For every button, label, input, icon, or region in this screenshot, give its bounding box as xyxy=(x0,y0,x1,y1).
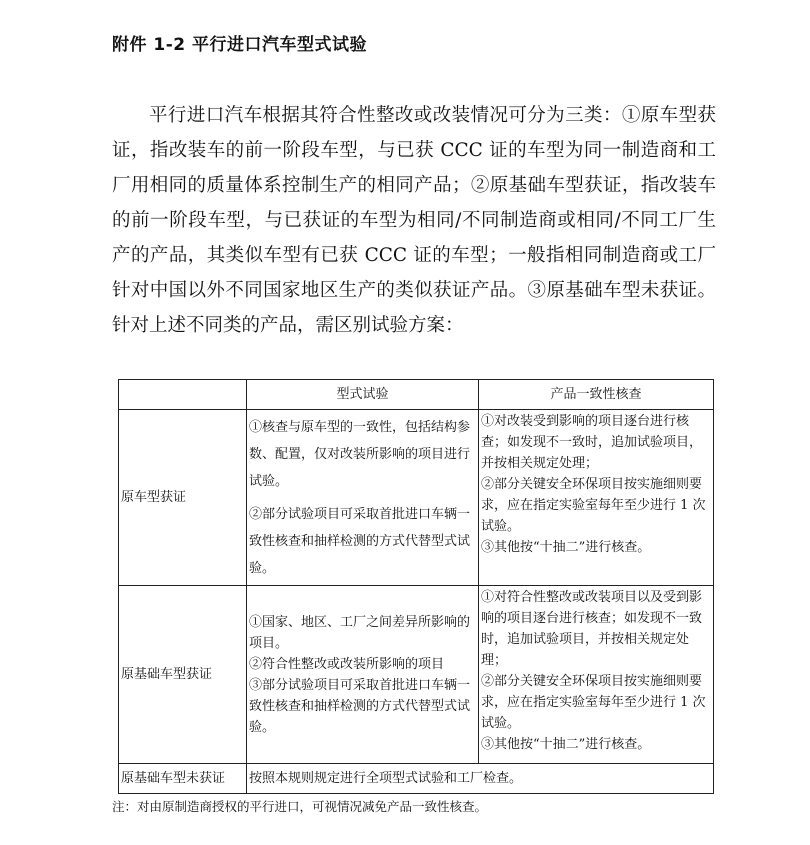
category-cell: 原基础车型未获证 xyxy=(119,764,247,794)
type-test-item: ①核查与原车型的一致性，包括结构参数、配置，仅对改装所影响的项目进行试验。 xyxy=(249,419,471,489)
table-row xyxy=(119,586,714,764)
type-test-cell xyxy=(247,586,479,764)
type-test-item: ③部分试验项目可采取首批进口车辆一致性核查和抽样检测的方式代替型式试验。 xyxy=(249,677,471,735)
header-cell-conformity: 产品一致性核查 xyxy=(479,380,714,410)
conformity-item: ②部分关键安全环保项目按实施细则要求，应在指定实验室每年至少进行 1 次试验。 xyxy=(481,477,706,534)
test-plan-table xyxy=(118,379,714,794)
conformity-cell xyxy=(479,586,714,764)
conformity-item: ③其他按“十抽二”进行核查。 xyxy=(481,737,651,752)
conformity-item: ①对符合性整改或改装项目以及受到影响的项目逐台进行核查；如发现不一致时，追加试验项目，并按相关规定处理； xyxy=(481,590,703,668)
category-cell: 原基础车型获证 xyxy=(119,586,247,764)
conformity-item: ②部分关键安全环保项目按实施细则要求，应在指定实验室每年至少进行 1 次试验。 xyxy=(481,674,706,731)
header-cell-type-test: 型式试验 xyxy=(247,380,479,410)
table-header-row xyxy=(119,380,714,410)
intro-paragraph: 平行进口汽车根据其符合性整改或改装情况可分为三类：①原车型获证，指改装车的前一阶段车型，与已获 CCC 证的车型为同一制造商和工厂用相同的质量体系控制生产的相同产品；②原基础车型获证，指改装车的前一阶段车型，与已获证的车型为相同/不同制造商或相同/不同工厂生产的产品，其类似车型有已获 CCC 证的车型；一般指相同制造商或工厂针对中国以外不同国家地区生产的类似获证产品。③原基础车型未获证。针对上述不同类的产品，需区别试验方案： xyxy=(112,105,716,336)
table-footnote: 注：对由原制造商授权的平行进口，可视情况减免产品一致性核查。 xyxy=(112,799,488,814)
type-test-item: ②部分试验项目可采取首批进口车辆一致性核查和抽样检测的方式代替型式试验。 xyxy=(249,506,471,576)
table-row xyxy=(119,764,714,794)
type-test-cell xyxy=(247,410,479,586)
merged-cell: 按照本规则规定进行全项型式试验和工厂检查。 xyxy=(247,764,714,794)
conformity-item: ①对改装受到影响的项目逐台进行核查；如发现不一致时，追加试验项目，并按相关规定处理； xyxy=(481,414,703,471)
document-heading: 附件 1-2 平行进口汽车型式试验 xyxy=(112,35,368,55)
conformity-cell xyxy=(479,410,714,586)
header-cell-empty xyxy=(119,380,247,410)
conformity-item: ③其他按“十抽二”进行核查。 xyxy=(481,540,651,555)
table-row xyxy=(119,410,714,586)
category-cell: 原车型获证 xyxy=(119,410,247,586)
type-test-item: ①国家、地区、工厂之间差异所影响的项目。 xyxy=(249,614,471,651)
type-test-item: ②符合性整改或改装所影响的项目 xyxy=(249,656,445,672)
